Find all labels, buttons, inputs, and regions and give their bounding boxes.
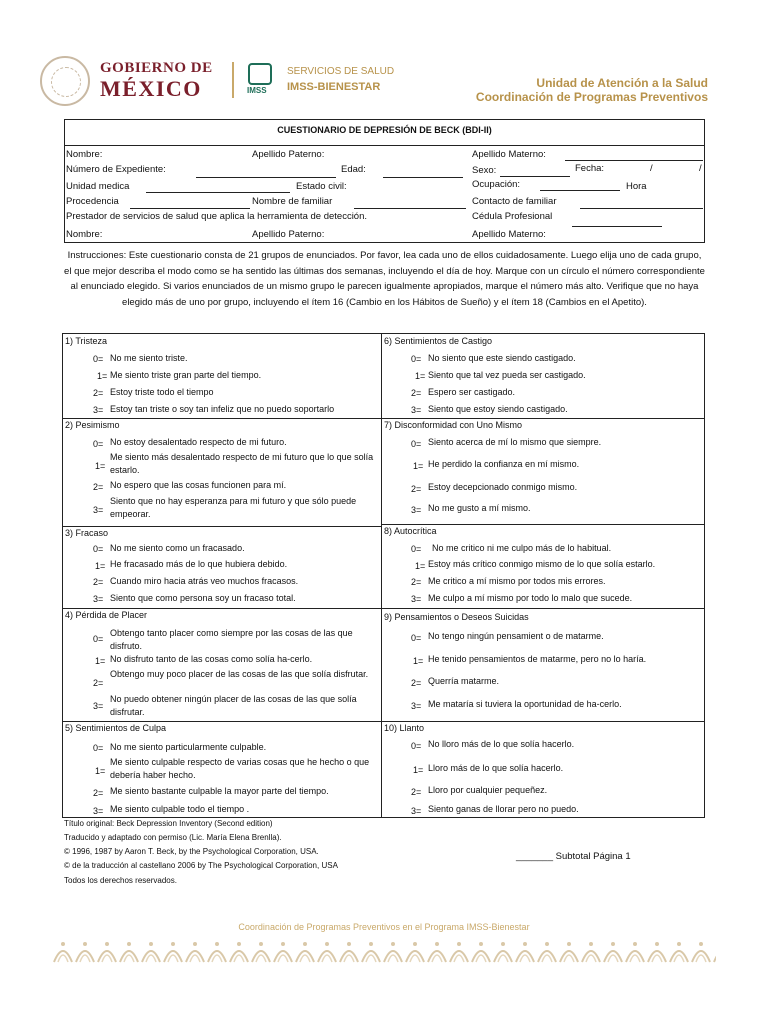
option-number[interactable]: 1= <box>95 766 106 776</box>
section-title: 2) Pesimismo <box>65 420 120 430</box>
option-number[interactable]: 3= <box>411 701 422 711</box>
option-number[interactable]: 2= <box>93 577 104 587</box>
option-text: No tengo ningún pensamient o de matarme. <box>428 631 604 641</box>
contacto-familiar-line[interactable] <box>580 208 703 209</box>
option-text: No me siento particularmente culpable. <box>110 742 267 752</box>
option-text: Lloro por cualquier pequeñez. <box>428 785 548 795</box>
option-number[interactable]: 2= <box>411 577 422 587</box>
option-text: Me culpo a mí mismo por todo lo malo que sucede. <box>428 593 633 603</box>
unidad-label: Unidad medica <box>66 181 130 192</box>
option-number[interactable]: 2= <box>93 482 104 492</box>
option-text: Me siento culpable todo el tiempo . <box>110 804 250 814</box>
imss-logo-label: IMSS <box>247 86 267 95</box>
option-number[interactable]: 2= <box>93 388 104 398</box>
option-text: No lloro más de lo que solía hacerlo. <box>428 739 575 749</box>
option-text: Me siento más desalentado respecto de mi futuro que lo que solía estarlo. <box>110 452 374 475</box>
option-number[interactable]: 0= <box>411 439 422 449</box>
option-number[interactable]: 3= <box>93 405 104 415</box>
prestador-apellido-paterno-label: Apellido Paterno: <box>252 229 325 240</box>
header-divider <box>232 62 234 98</box>
option-number[interactable]: 1= <box>415 371 426 381</box>
option-text: Estoy triste todo el tiempo <box>110 387 214 397</box>
option-number[interactable]: 0= <box>93 743 104 753</box>
option-number[interactable]: 2= <box>411 678 422 688</box>
option-text: No me siento como un fracasado. <box>110 543 245 553</box>
cedula-line[interactable] <box>572 226 662 227</box>
apellido-paterno-label: Apellido Paterno: <box>252 149 325 160</box>
option-number[interactable]: 0= <box>411 354 422 364</box>
bottom-banner-text: Coordinación de Programas Preventivos en el Programa IMSS-Bienestar <box>238 922 530 932</box>
option-text: Estoy más crítico conmigo mismo de lo que solía estarlo. <box>428 559 656 569</box>
option-text: Siento que estoy siendo castigado. <box>428 404 568 414</box>
option-number[interactable]: 3= <box>411 806 422 816</box>
edad-line[interactable] <box>383 177 463 178</box>
option-text: Me mataría si tuviera la oportunidad de ha-cerlo. <box>428 699 622 709</box>
option-number[interactable]: 1= <box>413 656 424 666</box>
right-row-divider-2 <box>381 524 705 525</box>
credits-line: © 1996, 1987 by Aaron T. Beck, by the Psychological Corporation, USA. <box>64 847 319 856</box>
option-text: Siento que no hay esperanza para mi futuro y que sólo puede empeorar. <box>110 496 357 519</box>
option-text: No me gusto a mí mismo. <box>428 503 531 513</box>
option-text: No espero que las cosas funcionen para mí. <box>110 480 287 490</box>
credits-line: © de la traducción al castellano 2006 by The Psychological Corporation, USA <box>64 861 338 870</box>
unit-title: Unidad de Atención a la Salud <box>536 76 708 90</box>
section-title: 3) Fracaso <box>65 528 109 538</box>
section-title: 7) Disconformidad con Uno Mismo <box>384 420 523 430</box>
imss-bienestar-label: IMSS-BIENESTAR <box>287 81 381 93</box>
right-row-divider-1 <box>381 418 705 419</box>
section-title: 1) Tristeza <box>65 336 108 346</box>
option-number[interactable]: 3= <box>93 701 104 711</box>
option-number[interactable]: 1= <box>413 461 424 471</box>
gobierno-logo-line1: GOBIERNO DE <box>100 60 213 76</box>
fecha-slash-2: / <box>699 163 702 174</box>
option-number[interactable]: 0= <box>411 633 422 643</box>
left-row-divider-2 <box>62 526 381 527</box>
option-text: Me critico a mí mismo por todos mis errores. <box>428 576 606 586</box>
credits-line: Traducido y adaptado con permiso (Lic. María Elena Brenlla). <box>64 833 282 842</box>
option-number[interactable]: 0= <box>93 439 104 449</box>
option-number[interactable]: 3= <box>93 505 104 515</box>
nombre-label: Nombre: <box>66 149 103 160</box>
servicios-salud-label: SERVICIOS DE SALUD <box>287 66 395 77</box>
option-number[interactable]: 2= <box>411 484 422 494</box>
hora-label: Hora <box>626 181 647 192</box>
prestador-label: Prestador de servicios de salud que aplica la herramienta de detección. <box>66 211 368 222</box>
option-text: Estoy tan triste o soy tan infeliz que no puedo soportarlo <box>110 404 335 414</box>
section-title: 9) Pensamientos o Deseos Suicidas <box>384 612 529 622</box>
ocupacion-label: Ocupación: <box>472 179 521 190</box>
option-number[interactable]: 2= <box>93 678 104 688</box>
right-row-divider-3 <box>381 608 705 609</box>
unidad-line[interactable] <box>146 192 290 193</box>
option-number[interactable]: 3= <box>411 505 422 515</box>
fecha-slash-1: / <box>650 163 653 174</box>
option-text: Lloro más de lo que solía hacerlo. <box>428 763 564 773</box>
prestador-apellido-materno-label: Apellido Materno: <box>472 229 546 240</box>
option-text: Obtengo tanto placer como siempre por las cosas de las que disfruto. <box>110 628 353 651</box>
fecha-label: Fecha: <box>575 163 605 174</box>
option-number[interactable]: 0= <box>411 544 422 554</box>
option-number[interactable]: 3= <box>411 405 422 415</box>
ocupacion-line[interactable] <box>540 190 620 191</box>
option-text: Querría matarme. <box>428 676 500 686</box>
option-text: Cuando miro hacia atrás veo muchos fracasos. <box>110 576 299 586</box>
estado-civil-label: Estado civil: <box>296 181 347 192</box>
procedencia-line[interactable] <box>130 208 250 209</box>
nombre-familiar-line[interactable] <box>354 208 466 209</box>
option-text: No siento que este siendo castigado. <box>428 353 576 363</box>
decorative-pattern-icon <box>52 938 716 966</box>
expediente-line[interactable] <box>196 177 336 178</box>
apellido-materno-label: Apellido Materno: <box>472 149 546 160</box>
section-title: 6) Sentimientos de Castigo <box>384 336 493 346</box>
subtotal-label: _______ Subtotal Página 1 <box>516 851 631 862</box>
credits-line: Todos los derechos reservados. <box>64 876 177 885</box>
option-number[interactable]: 1= <box>95 561 106 571</box>
option-text: Siento acerca de mí lo mismo que siempre. <box>428 437 602 447</box>
option-text: No estoy desalentado respecto de mi futuro. <box>110 437 287 447</box>
option-number[interactable]: 1= <box>95 656 106 666</box>
patient-form-box <box>64 119 705 243</box>
option-number[interactable]: 2= <box>411 787 422 797</box>
option-text: No disfruto tanto de las cosas como solía ha-cerlo. <box>110 654 313 664</box>
option-number[interactable]: 1= <box>97 371 108 381</box>
option-number[interactable]: 2= <box>93 788 104 798</box>
option-number[interactable]: 3= <box>93 594 104 604</box>
sexo-label: Sexo: <box>472 165 497 176</box>
option-text: He perdido la confianza en mí mismo. <box>428 459 580 469</box>
section-title: 8) Autocrítica <box>384 526 437 536</box>
prestador-nombre-label: Nombre: <box>66 229 103 240</box>
option-text: He fracasado más de lo que hubiera debido. <box>110 559 288 569</box>
option-number[interactable]: 1= <box>95 461 106 471</box>
section-title: 4) Pérdida de Placer <box>65 610 148 620</box>
option-number[interactable]: 0= <box>93 354 104 364</box>
sexo-line[interactable] <box>500 176 570 177</box>
grid-column-divider <box>381 333 382 818</box>
expediente-label: Número de Expediente: <box>66 164 166 175</box>
option-text: Me siento bastante culpable la mayor parte del tiempo. <box>110 786 329 796</box>
unit-subtitle: Coordinación de Programas Preventivos <box>475 90 708 104</box>
option-text: No me siento triste. <box>110 353 188 363</box>
option-text: He tenido pensamientos de matarme, pero no lo haría. <box>428 654 647 664</box>
option-number[interactable]: 3= <box>411 594 422 604</box>
option-text: Me siento triste gran parte del tiempo. <box>110 370 262 380</box>
option-number[interactable]: 0= <box>93 544 104 554</box>
government-seal-icon <box>40 56 90 106</box>
left-row-divider-4 <box>62 721 381 722</box>
option-text: Me siento culpable respecto de varias cosas que he hecho o que debería haber hecho. <box>110 757 370 780</box>
apellido-materno-line[interactable] <box>565 160 703 161</box>
section-title: 10) Llanto <box>384 723 425 733</box>
credits-line: Título original: Beck Depression Inventory (Second edition) <box>64 819 273 828</box>
cedula-label: Cédula Profesional <box>472 211 553 222</box>
contacto-familiar-label: Contacto de familiar <box>472 196 557 207</box>
option-text: No me critico ni me culpo más de lo habitual. <box>432 543 612 553</box>
imss-logo-icon <box>248 63 272 85</box>
gobierno-logo-line2: MÉXICO <box>100 76 202 101</box>
form-title: CUESTIONARIO DE DEPRESIÓN DE BECK (BDI-II) <box>277 125 492 135</box>
edad-label: Edad: <box>341 164 366 175</box>
section-title: 5) Sentimientos de Culpa <box>65 723 167 733</box>
option-text: Siento ganas de llorar pero no puedo. <box>428 804 579 814</box>
form-title-divider <box>64 145 705 146</box>
option-text: Obtengo muy poco placer de las cosas de las que solía disfrutar. <box>110 669 369 679</box>
option-text: Estoy decepcionado conmigo mismo. <box>428 482 578 492</box>
nombre-familiar-label: Nombre de familiar <box>252 196 333 207</box>
option-number[interactable]: 0= <box>411 741 422 751</box>
option-number[interactable]: 1= <box>413 765 424 775</box>
option-text: Siento que como persona soy un fracaso total. <box>110 593 296 603</box>
option-number[interactable]: 0= <box>93 634 104 644</box>
option-number[interactable]: 1= <box>415 561 426 571</box>
option-text: Espero ser castigado. <box>428 387 516 397</box>
left-row-divider-3 <box>62 608 381 609</box>
option-text: No puedo obtener ningún placer de las cosas de las que solía disfrutar. <box>110 694 357 717</box>
left-row-divider-1 <box>62 418 381 419</box>
right-row-divider-4 <box>381 721 705 722</box>
instructions-text: Instrucciones: Este cuestionario consta de 21 grupos de enunciados. Por favor, lea cada uno de ellos cuidadosamente. Luego elija uno de cada grupo, el que mejor describa el modo como se ha sentido las últimas dos semanas, incluyendo el día de hoy. Marque con un círculo el número correspondiente al enunciado elegido. Si varios enunciados de un mismo grupo le parecen igualmente apropiados, marque el número más alto. Verifique que no haya elegido más de uno por grupo, incluyendo el ítem 16 (Cambio en los Hábitos de Sueño) y el ítem 18 (Cambios en el Apetito). <box>64 250 705 308</box>
option-text: Siento que tal vez pueda ser castigado. <box>428 370 586 380</box>
procedencia-label: Procedencia <box>66 196 119 207</box>
option-number[interactable]: 2= <box>411 388 422 398</box>
option-number[interactable]: 3= <box>93 806 104 816</box>
